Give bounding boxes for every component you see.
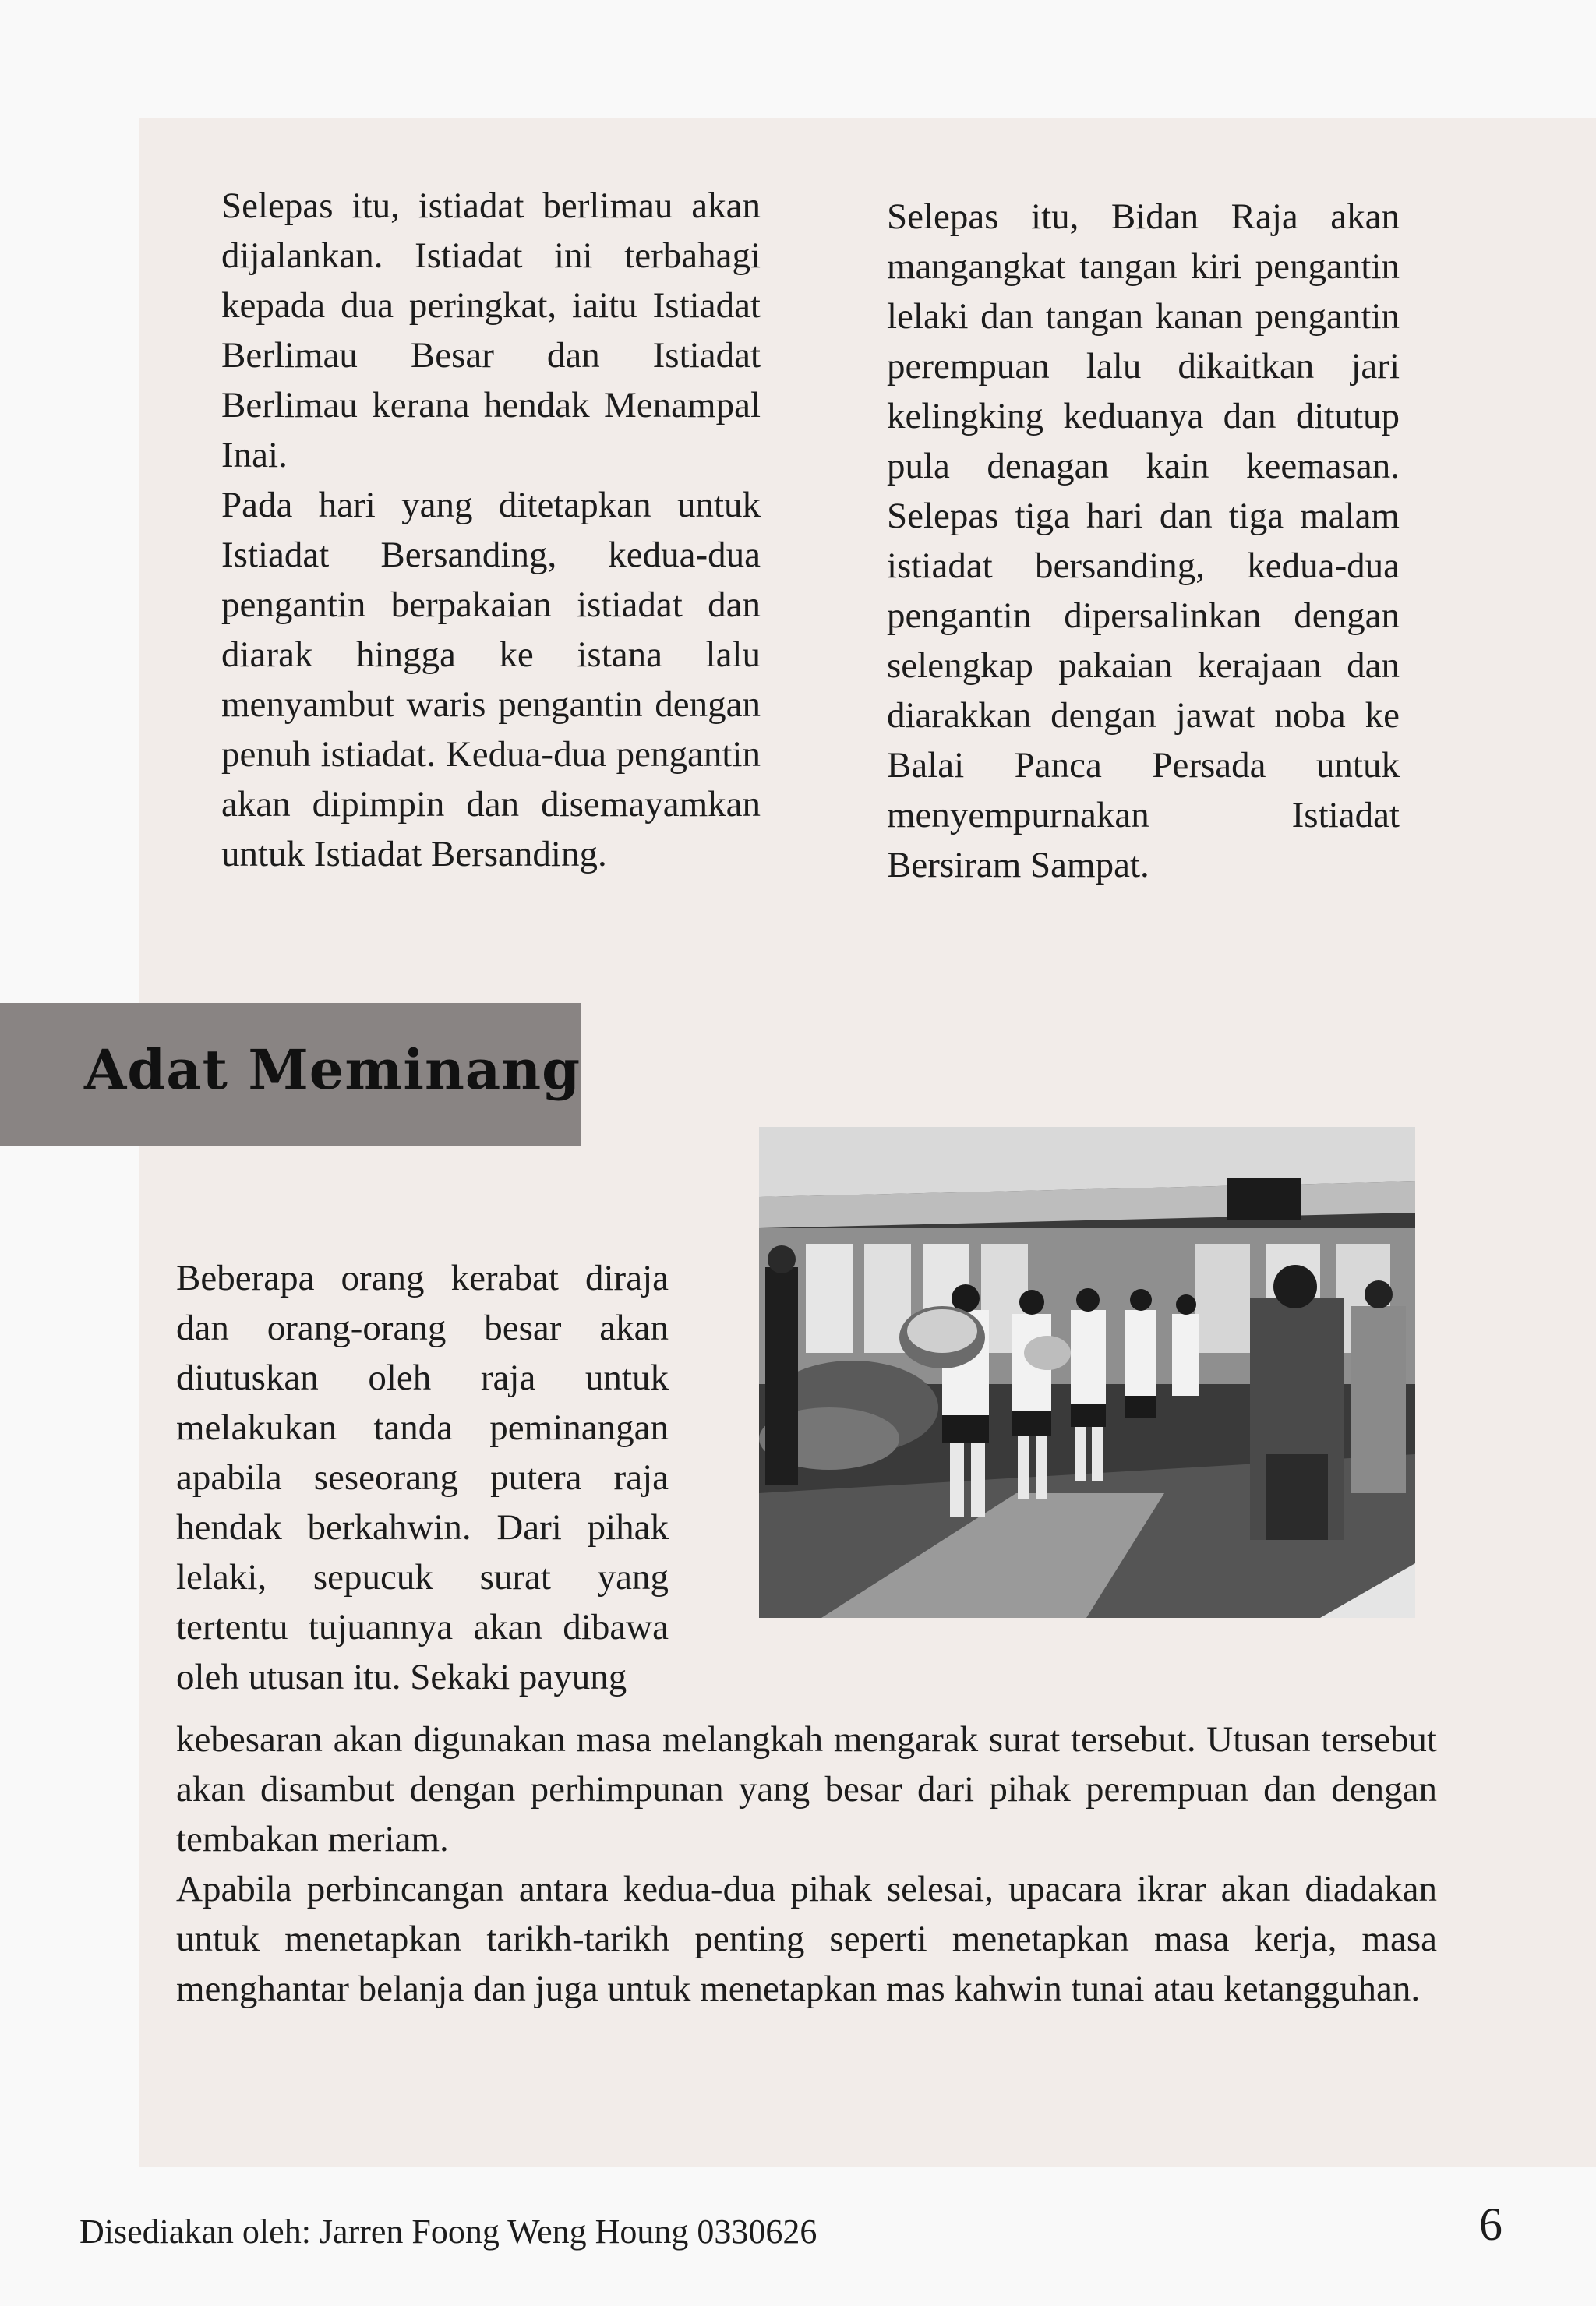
paragraph: Selepas itu, Bidan Raja akan mangangkat tangan kiri pengantin lelaki dan tangan kanan pengantin perempuan lalu dikaitkan jari kelingking keduanya dan ditutup pula denagan kain keemasan. Selepas tiga hari dan tiga malam istiadat bersanding, kedua-dua pengantin dipersalinkan dengan selengkap pakaian kerajaan dan diarakkan dengan jawat noba ke Balai Panca Persada untuk menyempurnakan Istiadat Bersiram Sampat. [887, 196, 1400, 885]
text-column-top-right [887, 192, 1400, 890]
paragraph: kebesaran akan digunakan masa melangkah mengarak surat tersebut. Utusan tersebut akan disambut dengan perhimpunan yang besar dari pihak perempuan dan dengan tembakan meriam. [176, 1719, 1437, 1859]
text-column-top-left [221, 181, 761, 879]
page-number: 6 [1479, 2198, 1502, 2250]
paragraph: Apabila perbincangan antara kedua-dua pihak selesai, upacara ikrar akan diadakan untuk menetapkan tarikh-tarikh penting seperti menetapkan masa kerja, masa menghantar belanja dan juga untuk menetapkan mas kahwin tunai atau ketangguhan. [176, 1869, 1437, 2009]
paragraph: Pada hari yang ditetapkan untuk Istiadat Bersanding, kedua-dua pengantin berpakaian istiadat dan diarak hingga ke istana lalu menyambut waris pengantin dengan penuh istiadat. Kedua-dua pengantin akan dipimpin dan disemayamkan untuk Istiadat Bersanding. [221, 485, 761, 874]
text-column-bottom-left [176, 1253, 669, 1702]
paragraph: Beberapa orang kerabat diraja dan orang-orang besar akan diutuskan oleh raja untuk melakukan tanda peminangan apabila seseorang putera raja hendak berkahwin. Dari pihak lelaki, sepucuk surat yang tertentu tujuannya akan dibawa oleh utusan itu. Sekaki payung [176, 1258, 669, 1697]
section-title: Adat Meminang [84, 1037, 581, 1102]
text-full-width-bottom [176, 1714, 1437, 2014]
section-title-band [0, 1003, 581, 1146]
footer-credit: Disediakan oleh: Jarren Foong Weng Houng 0330626 [79, 2212, 817, 2251]
paragraph: Selepas itu, istiadat berlimau akan dijalankan. Istiadat ini terbahagi kepada dua peringkat, iaitu Istiadat Berlimau Besar dan Istiadat Berlimau kerana hendak Menampal Inai. [221, 185, 761, 475]
ceremony-photo [759, 1127, 1415, 1618]
